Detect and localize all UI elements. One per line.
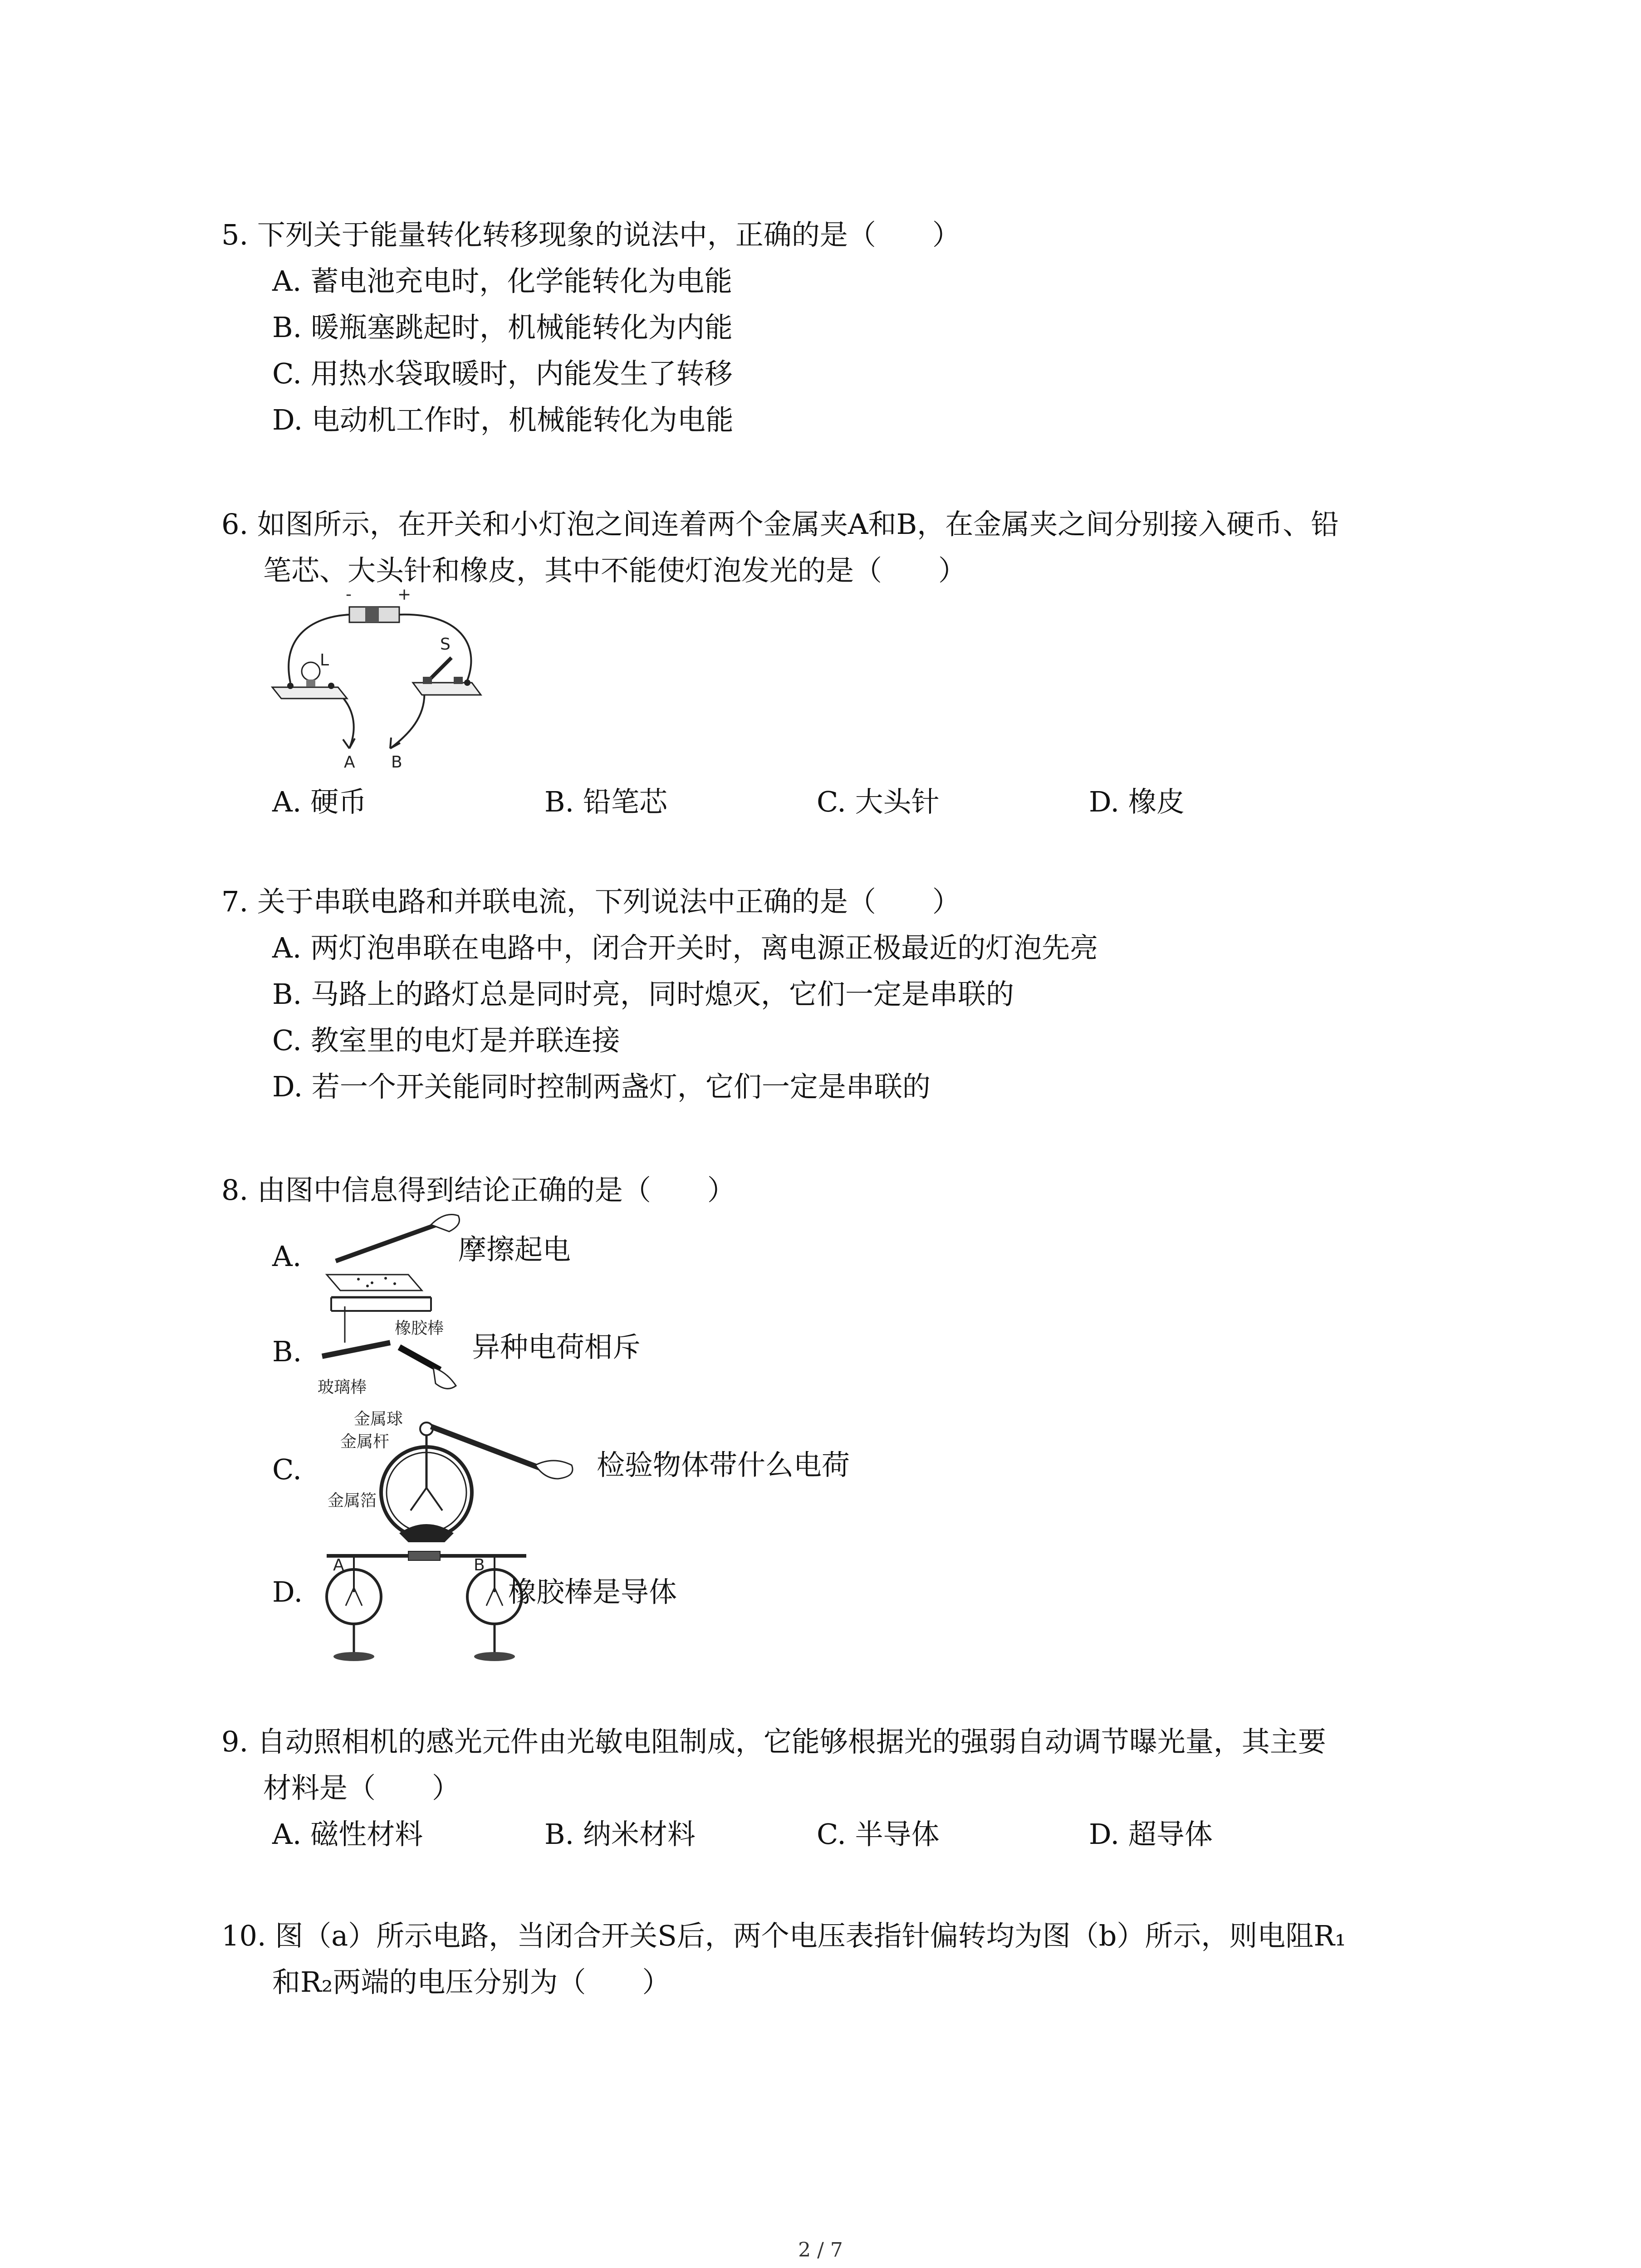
q8-d-caption: 橡胶棒是导体 bbox=[508, 1575, 677, 1608]
q6-lamp-label: L bbox=[320, 651, 329, 670]
q8-option-b[interactable]: B. bbox=[272, 1335, 302, 1368]
q8-d-b-label: B bbox=[474, 1556, 485, 1574]
q8-option-a[interactable]: A. bbox=[272, 1240, 302, 1273]
q7-option-c[interactable]: C. 教室里的电灯是并联连接 bbox=[272, 1024, 620, 1057]
q8-a-caption: 摩擦起电 bbox=[458, 1233, 571, 1266]
q6-clip-b-label: B bbox=[391, 753, 402, 772]
q8-c-metal-ball-label: 金属球 bbox=[354, 1410, 403, 1428]
q6-clip-a-label: A bbox=[344, 753, 355, 772]
q9-stem-line2: 材料是（ ） bbox=[263, 1771, 460, 1804]
q6-battery-plus-label: + bbox=[397, 585, 411, 604]
q9-option-c[interactable]: C. 半导体 bbox=[817, 1818, 940, 1851]
q6-option-d[interactable]: D. 橡皮 bbox=[1089, 785, 1185, 818]
page-number: 2 / 7 bbox=[798, 2239, 843, 2262]
q5-option-a[interactable]: A. 蓄电池充电时，化学能转化为电能 bbox=[272, 264, 733, 298]
q8-d-a-label: A bbox=[333, 1556, 344, 1574]
q8-c-figure bbox=[318, 1402, 608, 1547]
q7-option-b[interactable]: B. 马路上的路灯总是同时亮，同时熄灭，它们一定是串联的 bbox=[272, 978, 1014, 1011]
q6-circuit-svg bbox=[263, 590, 499, 789]
q6-stem-line2: 笔芯、大头针和橡皮，其中不能使灯泡发光的是（ ） bbox=[263, 554, 967, 587]
q5-option-b[interactable]: B. 暖瓶塞跳起时，机械能转化为内能 bbox=[272, 311, 733, 344]
q5-stem: 5. 下列关于能量转化转移现象的说法中，正确的是（ ） bbox=[221, 218, 960, 251]
q7-option-a[interactable]: A. 两灯泡串联在电路中，闭合开关时，离电源正极最近的灯泡先亮 bbox=[272, 931, 1098, 964]
q6-switch-label: S bbox=[440, 635, 451, 654]
q8-b-glass-rod-label: 玻璃棒 bbox=[318, 1378, 367, 1397]
q8-option-c[interactable]: C. bbox=[272, 1453, 302, 1486]
q8-c-metal-rod-label: 金属杆 bbox=[340, 1432, 390, 1451]
q6-circuit-figure bbox=[263, 585, 499, 789]
q8-d-figure bbox=[318, 1538, 531, 1669]
q7-stem: 7. 关于串联电路和并联电流，下列说法中正确的是（ ） bbox=[221, 885, 960, 918]
q5-option-c[interactable]: C. 用热水袋取暖时，内能发生了转移 bbox=[272, 357, 733, 390]
q8-b-caption: 异种电荷相斥 bbox=[472, 1330, 641, 1364]
q8-c-metal-foil-label: 金属箔 bbox=[328, 1491, 377, 1510]
q8-d-svg bbox=[318, 1538, 531, 1669]
q9-option-b[interactable]: B. 纳米材料 bbox=[544, 1818, 696, 1851]
q6-stem-line1: 6. 如图所示，在开关和小灯泡之间连着两个金属夹A和B，在金属夹之间分别接入硬币、铅 bbox=[221, 508, 1339, 541]
q6-option-b[interactable]: B. 铅笔芯 bbox=[544, 785, 667, 818]
q8-c-caption: 检验物体带什么电荷 bbox=[597, 1448, 850, 1481]
q10-stem-line1: 10. 图（a）所示电路，当闭合开关S后，两个电压表指针偏转均为图（b）所示，则电阻R₁ bbox=[221, 1919, 1346, 1952]
q8-stem: 8. 由图中信息得到结论正确的是（ ） bbox=[221, 1173, 735, 1207]
q8-option-d[interactable]: D. bbox=[272, 1575, 303, 1608]
q6-battery-minus-label: - bbox=[346, 585, 352, 604]
q5-option-d[interactable]: D. 电动机工作时，机械能转化为电能 bbox=[272, 403, 734, 436]
q8-b-figure bbox=[318, 1306, 481, 1397]
q7-option-d[interactable]: D. 若一个开关能同时控制两盏灯，它们一定是串联的 bbox=[272, 1070, 931, 1103]
q9-option-a[interactable]: A. 磁性材料 bbox=[272, 1818, 423, 1851]
q8-a-figure bbox=[318, 1207, 467, 1315]
q8-b-rubber-rod-label: 橡胶棒 bbox=[395, 1319, 444, 1338]
q6-option-c[interactable]: C. 大头针 bbox=[817, 785, 940, 818]
q8-a-svg bbox=[318, 1207, 467, 1315]
q9-option-d[interactable]: D. 超导体 bbox=[1089, 1818, 1213, 1851]
q10-stem-line2: 和R₂两端的电压分别为（ ） bbox=[272, 1965, 671, 1999]
q9-stem-line1: 9. 自动照相机的感光元件由光敏电阻制成，它能够根据光的强弱自动调节曝光量，其主要 bbox=[221, 1725, 1326, 1758]
q6-option-a[interactable]: A. 硬币 bbox=[272, 785, 367, 818]
